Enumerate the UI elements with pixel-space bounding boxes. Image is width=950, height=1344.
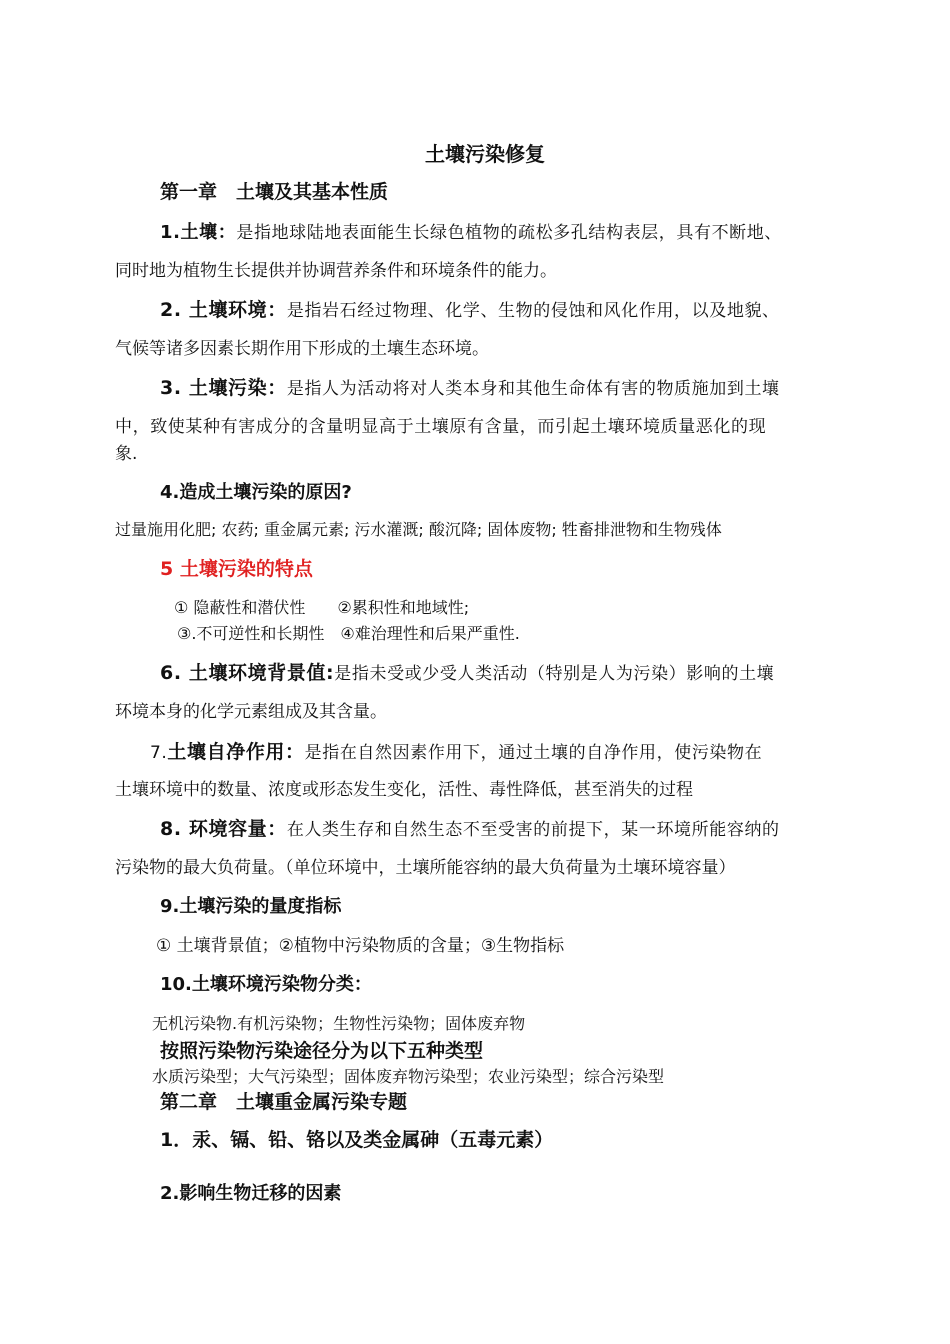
item-4-heading: 4.造成土壤污染的原因? — [160, 482, 352, 503]
pathway-heading: 按照污染物污染途径分为以下五种类型 — [160, 1040, 484, 1062]
item-7-heading: 土壤自净作用： — [167, 741, 305, 763]
item-2-line-2: 气候等诸多因素长期作用下形成的土壤生态环境。 — [115, 339, 489, 359]
item-6-line-1 — [160, 661, 774, 686]
item-2-heading: 2. 土壤环境： — [160, 299, 287, 321]
item-10-text: 无机污染物.有机污染物；生物性污染物；固体废弃物 — [152, 1014, 526, 1033]
item-2-line-1 — [160, 298, 780, 323]
chapter-2-heading: 第二章 土壤重金属污染专题 — [160, 1091, 408, 1113]
item-6-line-2: 环境本身的化学元素组成及其含量。 — [115, 702, 387, 722]
item-6-text: 是指未受或少受人类活动（特别是人为污染）影响的土壤 — [334, 664, 775, 684]
chapter-2-item-2: 2.影响生物迁移的因素 — [160, 1183, 342, 1204]
item-7-line-1 — [150, 740, 762, 765]
item-1-text: 是指地球陆地表面能生长绿色植物的疏松多孔结构表层，具有不断地、 — [236, 223, 782, 243]
item-8-text: 在人类生存和自然生态不至受害的前提下，某一环境所能容纳的 — [286, 820, 780, 840]
item-3-line-3: 象. — [115, 444, 138, 464]
item-1-line-2: 同时地为植物生长提供并协调营养条件和环境条件的能力。 — [115, 261, 557, 281]
item-10-heading: 10.土壤环境污染物分类： — [160, 974, 372, 995]
item-7-text: 是指在自然因素作用下，通过土壤的自净作用，使污染物在 — [304, 743, 763, 763]
chapter-1-heading: 第一章 土壤及其基本性质 — [160, 181, 389, 203]
item-5-heading: 5 土壤污染的特点 — [160, 558, 313, 580]
chapter-2-item-1: 1．汞、镉、铅、铬以及类金属砷（五毒元素） — [160, 1129, 554, 1151]
item-3-text: 是指人为活动将对人类本身和其他生命体有害的物质施加到土壤 — [286, 379, 780, 399]
item-8-line-1 — [160, 817, 780, 842]
pathway-text: 水质污染型；大气污染型；固体废弃物污染型；农业污染型；综合污染型 — [152, 1067, 665, 1086]
item-3-line-2: 中，致使某种有害成分的含量明显高于土壤原有含量，而引起土壤环境质量恶化的现 — [115, 417, 767, 437]
item-1-heading: 1.土壤： — [160, 222, 237, 243]
item-9-text: ① 土壤背景值；②植物中污染物质的含量；③生物指标 — [156, 936, 565, 956]
item-5-line-1: ① 隐蔽性和潜伏性 ②累积性和地域性; — [174, 598, 470, 617]
item-6-heading: 6. 土壤环境背景值: — [160, 662, 335, 684]
item-8-line-2: 污染物的最大负荷量。（单位环境中，土壤所能容纳的最大负荷量为土壤环境容量） — [115, 858, 736, 878]
item-4-text: 过量施用化肥; 农药; 重金属元素; 污水灌溉; 酸沉降; 固体废物; 牲畜排泄物和生物残体 — [115, 520, 722, 539]
page-title: 土壤污染修复 — [425, 142, 545, 166]
item-9-heading: 9.土壤污染的量度指标 — [160, 896, 342, 917]
item-3-line-1 — [160, 376, 780, 401]
item-5-line-2: ③.不可逆性和长期性 ④难治理性和后果严重性. — [177, 624, 520, 643]
item-7-line-2: 土壤环境中的数量、浓度或形态发生变化，活性、毒性降低，甚至消失的过程 — [115, 780, 693, 800]
item-2-text: 是指岩石经过物理、化学、生物的侵蚀和风化作用，以及地貌、 — [286, 301, 780, 321]
item-3-heading: 3. 土壤污染： — [160, 377, 287, 399]
item-7-number: 7. — [150, 743, 168, 763]
item-8-heading: 8. 环境容量： — [160, 818, 287, 840]
item-1-line-1 — [160, 221, 782, 245]
